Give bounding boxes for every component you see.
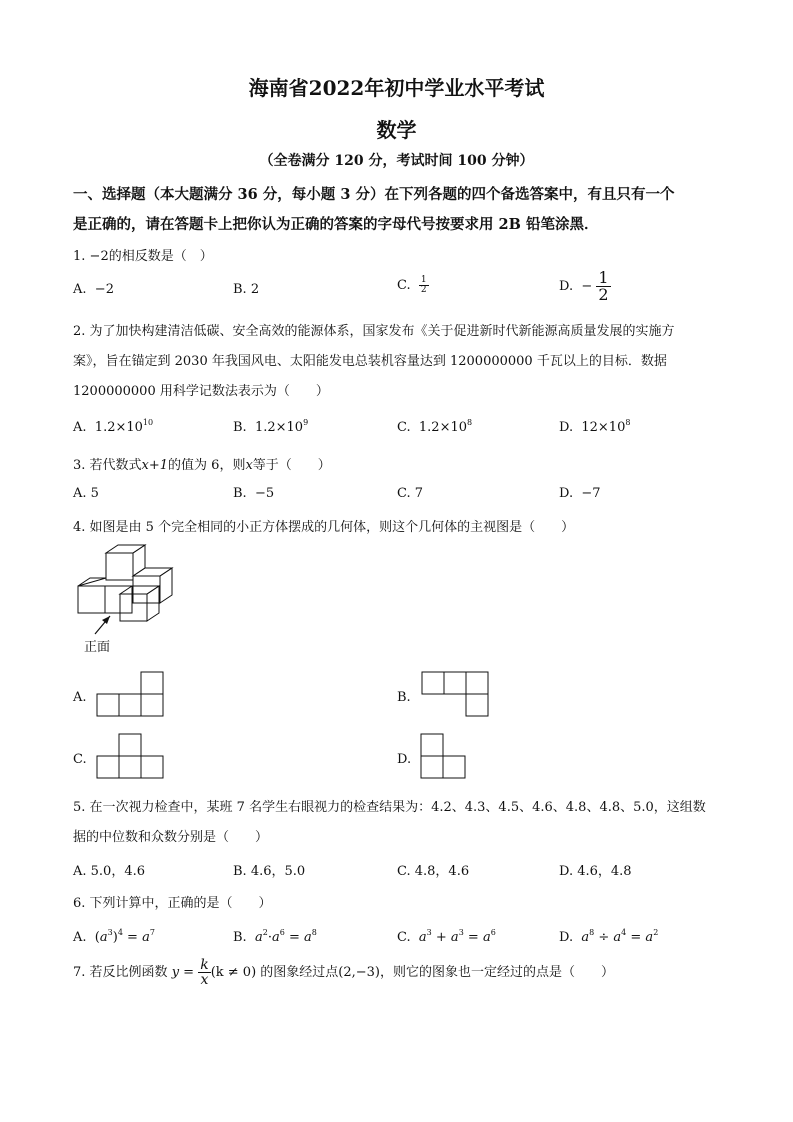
q6-c-expr: $a^3 + a^3 = a^6$ xyxy=(418,928,496,945)
q1-c-label: C. xyxy=(397,278,411,293)
q6-option-a[interactable] xyxy=(73,928,155,945)
q1-stem xyxy=(73,245,213,264)
q4-option-d-label[interactable]: D. xyxy=(397,752,412,767)
q6-option-b[interactable] xyxy=(233,928,317,945)
top-cube-side xyxy=(133,545,145,576)
q5-option-b[interactable]: B. 4.6，5.0 xyxy=(233,864,306,879)
q2-c-exp: 8 xyxy=(467,418,473,427)
q3-option-c[interactable]: C. 7 xyxy=(397,486,424,501)
subject-title: 数学 xyxy=(376,118,417,142)
q4-option-d-figure[interactable] xyxy=(421,734,467,780)
q6-d-label: D. xyxy=(559,930,574,945)
q4-option-b-figure[interactable] xyxy=(422,672,490,718)
q1-d-den: 2 xyxy=(598,285,609,304)
q3-expr: x+1 xyxy=(141,458,169,473)
q1-option-d[interactable] xyxy=(559,270,611,303)
q7-stem xyxy=(73,958,614,987)
q2-d-exp: 8 xyxy=(625,418,631,427)
q3-pre: 3. 若代数式 xyxy=(73,458,142,473)
q2-b-exp: 9 xyxy=(303,418,309,427)
q4-option-a-figure[interactable] xyxy=(97,672,165,718)
q6-option-c[interactable] xyxy=(397,928,496,945)
q7-point: (2,−3) xyxy=(338,965,381,980)
view-arrow-head xyxy=(102,616,110,624)
q2-c-label: C. xyxy=(397,420,411,435)
q2-d-base: 12×10 xyxy=(581,420,626,435)
q6-a-label: A. xyxy=(73,930,87,945)
q2-stem-line1: 2. 为了加快构建清洁低碳、安全高效的能源体系，国家发布《关于促进新时代新能源高质量发展的实施方 xyxy=(73,324,675,339)
q3-option-b[interactable] xyxy=(233,486,274,501)
q7-pre: 7. 若反比例函数 xyxy=(73,965,168,980)
q6-option-d[interactable] xyxy=(559,928,658,945)
q2-d-label: D. xyxy=(559,420,574,435)
q1-a-label: A. xyxy=(73,282,87,297)
front-cube-2 xyxy=(105,586,132,613)
q3-d-value: −7 xyxy=(581,486,601,501)
q3-option-d[interactable] xyxy=(559,486,601,501)
q2-c-base: 1.2×10 xyxy=(418,420,467,435)
q1-b-value: 2 xyxy=(250,282,260,297)
q2-option-c[interactable] xyxy=(397,418,472,435)
q3-b-label: B. xyxy=(233,486,247,501)
q2-option-a[interactable] xyxy=(73,418,153,435)
q7-func-fraction xyxy=(198,958,210,987)
q7-func-num: k xyxy=(200,957,209,973)
q3-mid: 的值为 6，则 xyxy=(168,458,246,473)
q5-stem-line1: 5. 在一次视力检查中，某班 7 名学生右眼视力的检查结果为：4.2、4.3、4.5、4.6、4.8、4.8、5.0，这组数 xyxy=(73,800,706,815)
q1-c-num: 1 xyxy=(420,275,427,285)
q7-post: ，则它的图象也一定经过的点是（ ） xyxy=(380,965,615,980)
q2-a-exp: 10 xyxy=(142,418,154,427)
q3-var: x xyxy=(245,458,253,473)
q1-option-a[interactable] xyxy=(73,282,114,297)
q3-b-value: −5 xyxy=(254,486,275,501)
section-instruction-line1: 一、选择题（本大题满分 36 分，每小题 3 分）在下列各题的四个备选答案中，有且只有一个 xyxy=(73,186,675,203)
q6-c-label: C. xyxy=(397,930,411,945)
front-cube-1-top xyxy=(78,578,106,586)
q2-stem-line3: 1200000000 用科学记数法表示为（ ） xyxy=(73,384,329,399)
q3-stem xyxy=(73,454,331,473)
q2-b-base: 1.2×10 xyxy=(254,420,304,435)
q1-d-num: 1 xyxy=(598,268,609,287)
q4-stem: 4. 如图是由 5 个完全相同的小正方体摆成的几何体，则这个几何体的主视图是（ ） xyxy=(73,520,575,535)
q1-c-den: 2 xyxy=(420,285,427,295)
q6-b-label: B. xyxy=(233,930,247,945)
q6-d-expr: $a^8 \div a^4 = a^2$ xyxy=(581,928,659,945)
q7-func-cond: (k ≠ 0) xyxy=(210,965,257,980)
exam-note: （全卷满分 120 分，考试时间 100 分钟） xyxy=(259,153,534,169)
q7-mid: 的图象经过点 xyxy=(260,965,339,980)
q1-expr: −2 xyxy=(89,249,109,264)
q5-option-a[interactable]: A. 5.0，4.6 xyxy=(73,864,146,879)
q4-option-a-label[interactable]: A. xyxy=(73,690,87,705)
q5-stem-line2: 据的中位数和众数分别是（ ） xyxy=(73,830,269,845)
q4-option-c-label[interactable]: C. xyxy=(73,752,87,767)
q7-func-den: x xyxy=(200,972,209,988)
q2-stem-line2: 案》，旨在锚定到 2030 年我国风电、太阳能发电总装机容量达到 1200000000 千瓦以上的目标．数据 xyxy=(73,354,667,369)
q1-number: 1. xyxy=(73,249,86,264)
q4-option-c-figure[interactable] xyxy=(97,734,165,780)
q1-d-fraction xyxy=(596,270,610,303)
q5-option-d[interactable]: D. 4.6，4.8 xyxy=(559,864,632,879)
q1-option-c[interactable] xyxy=(397,276,429,295)
q7-func-lhs: y = xyxy=(171,965,195,980)
q1-d-sign: − xyxy=(581,279,593,294)
exam-title: 海南省2022年初中学业水平考试 xyxy=(248,76,545,100)
front-cube-1 xyxy=(78,586,105,613)
q6-stem: 6. 下列计算中，正确的是（ ） xyxy=(73,896,272,911)
q3-post: 等于（ ） xyxy=(252,458,331,473)
q2-b-label: B. xyxy=(233,420,247,435)
section-instruction-line2: 是正确的，请在答题卡上把你认为正确的答案的字母代号按要求用 2B 铅笔涂黑． xyxy=(73,216,599,233)
q1-d-label: D. xyxy=(559,279,574,294)
top-cube-front xyxy=(106,553,133,580)
front-view-label: 正面 xyxy=(84,640,111,655)
q1-b-label: B. xyxy=(233,282,247,297)
q6-b-expr: $a^2\cdot a^6 = a^8$ xyxy=(254,928,317,945)
q2-option-d[interactable] xyxy=(559,418,630,435)
q5-option-c[interactable]: C. 4.8，4.6 xyxy=(397,864,470,879)
q3-option-a[interactable]: A. 5 xyxy=(73,486,99,501)
q2-a-base: 1.2×10 xyxy=(94,420,143,435)
q6-a-expr: $(a^3)^4 = a^7$ xyxy=(94,928,155,945)
q1-a-value: −2 xyxy=(94,282,114,297)
q1-option-b[interactable] xyxy=(233,282,259,297)
q1-c-fraction xyxy=(419,276,429,295)
q4-option-b-label[interactable]: B. xyxy=(397,690,411,705)
q2-option-b[interactable] xyxy=(233,418,308,435)
back-cube-side xyxy=(160,568,172,603)
q1-text: 的相反数是（ ） xyxy=(108,249,213,264)
q3-d-label: D. xyxy=(559,486,574,501)
q2-a-label: A. xyxy=(73,420,87,435)
